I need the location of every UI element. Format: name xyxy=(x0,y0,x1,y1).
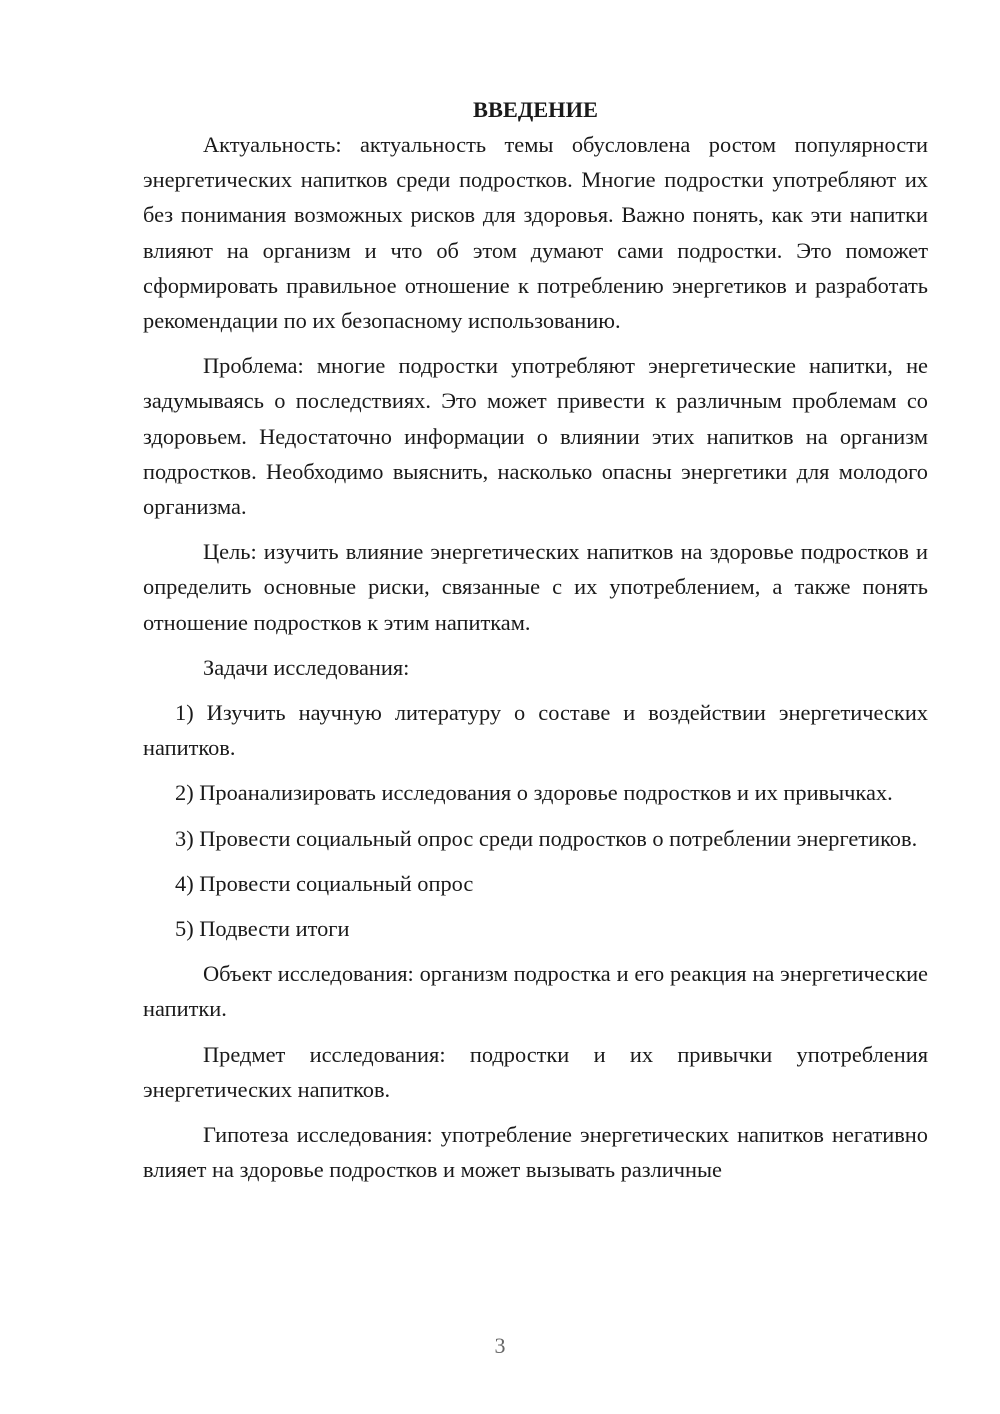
relevance-paragraph: Актуальность: актуальность темы обусловлена ростом популярности энергетических напитков среди подростков. Многие подростки употребляют их без понимания возможных рисков для здоровья. Важно понять, как эти напитки влияют на организм и что об этом думают сами подростки. Это поможет сформировать правильное отношение к потреблению энергетиков и разработать рекомендации по их безопасному использованию. xyxy=(143,132,928,334)
task-item-3: 3) Провести социальный опрос среди подростков о потреблении энергетиков. xyxy=(175,825,918,851)
hypothesis-paragraph: Гипотеза исследования: употребление энергетических напитков негативно влияет на здоровье подростков и может вызывать различные xyxy=(143,1122,928,1183)
subject-paragraph: Предмет исследования: подростки и их привычки употребления энергетических напитков. xyxy=(143,1041,928,1102)
tasks-heading: Задачи исследования: xyxy=(203,654,410,680)
page-number: 3 xyxy=(494,1333,506,1358)
task-item-5: 5) Подвести итоги xyxy=(175,916,350,942)
task-item-2: 2) Проанализировать исследования о здоровье подростков и их привычках. xyxy=(175,780,893,806)
goal-paragraph: Цель: изучить влияние энергетических напитков на здоровье подростков и определить основные риски, связанные с их употреблением, а также понять отношение подростков к этим напиткам. xyxy=(143,539,928,635)
problem-paragraph: Проблема: многие подростки употребляют энергетические напитки, не задумываясь о последствиях. Это может привести к различным проблемам со здоровьем. Недостаточно информации о влиянии этих напитков на организм подростков. Необходимо выяснить, насколько опасны энергетики для молодого организма. xyxy=(143,353,928,520)
task-item-4: 4) Провести социальный опрос xyxy=(175,870,474,896)
object-paragraph: Объект исследования: организм подростка и его реакция на энергетические напитки. xyxy=(143,961,928,1022)
section-heading: ВВЕДЕНИЕ xyxy=(473,97,598,122)
task-item-1: 1) Изучить научную литературу о составе и воздействии энергетических напитков. xyxy=(143,700,928,761)
document-page xyxy=(143,92,928,1187)
